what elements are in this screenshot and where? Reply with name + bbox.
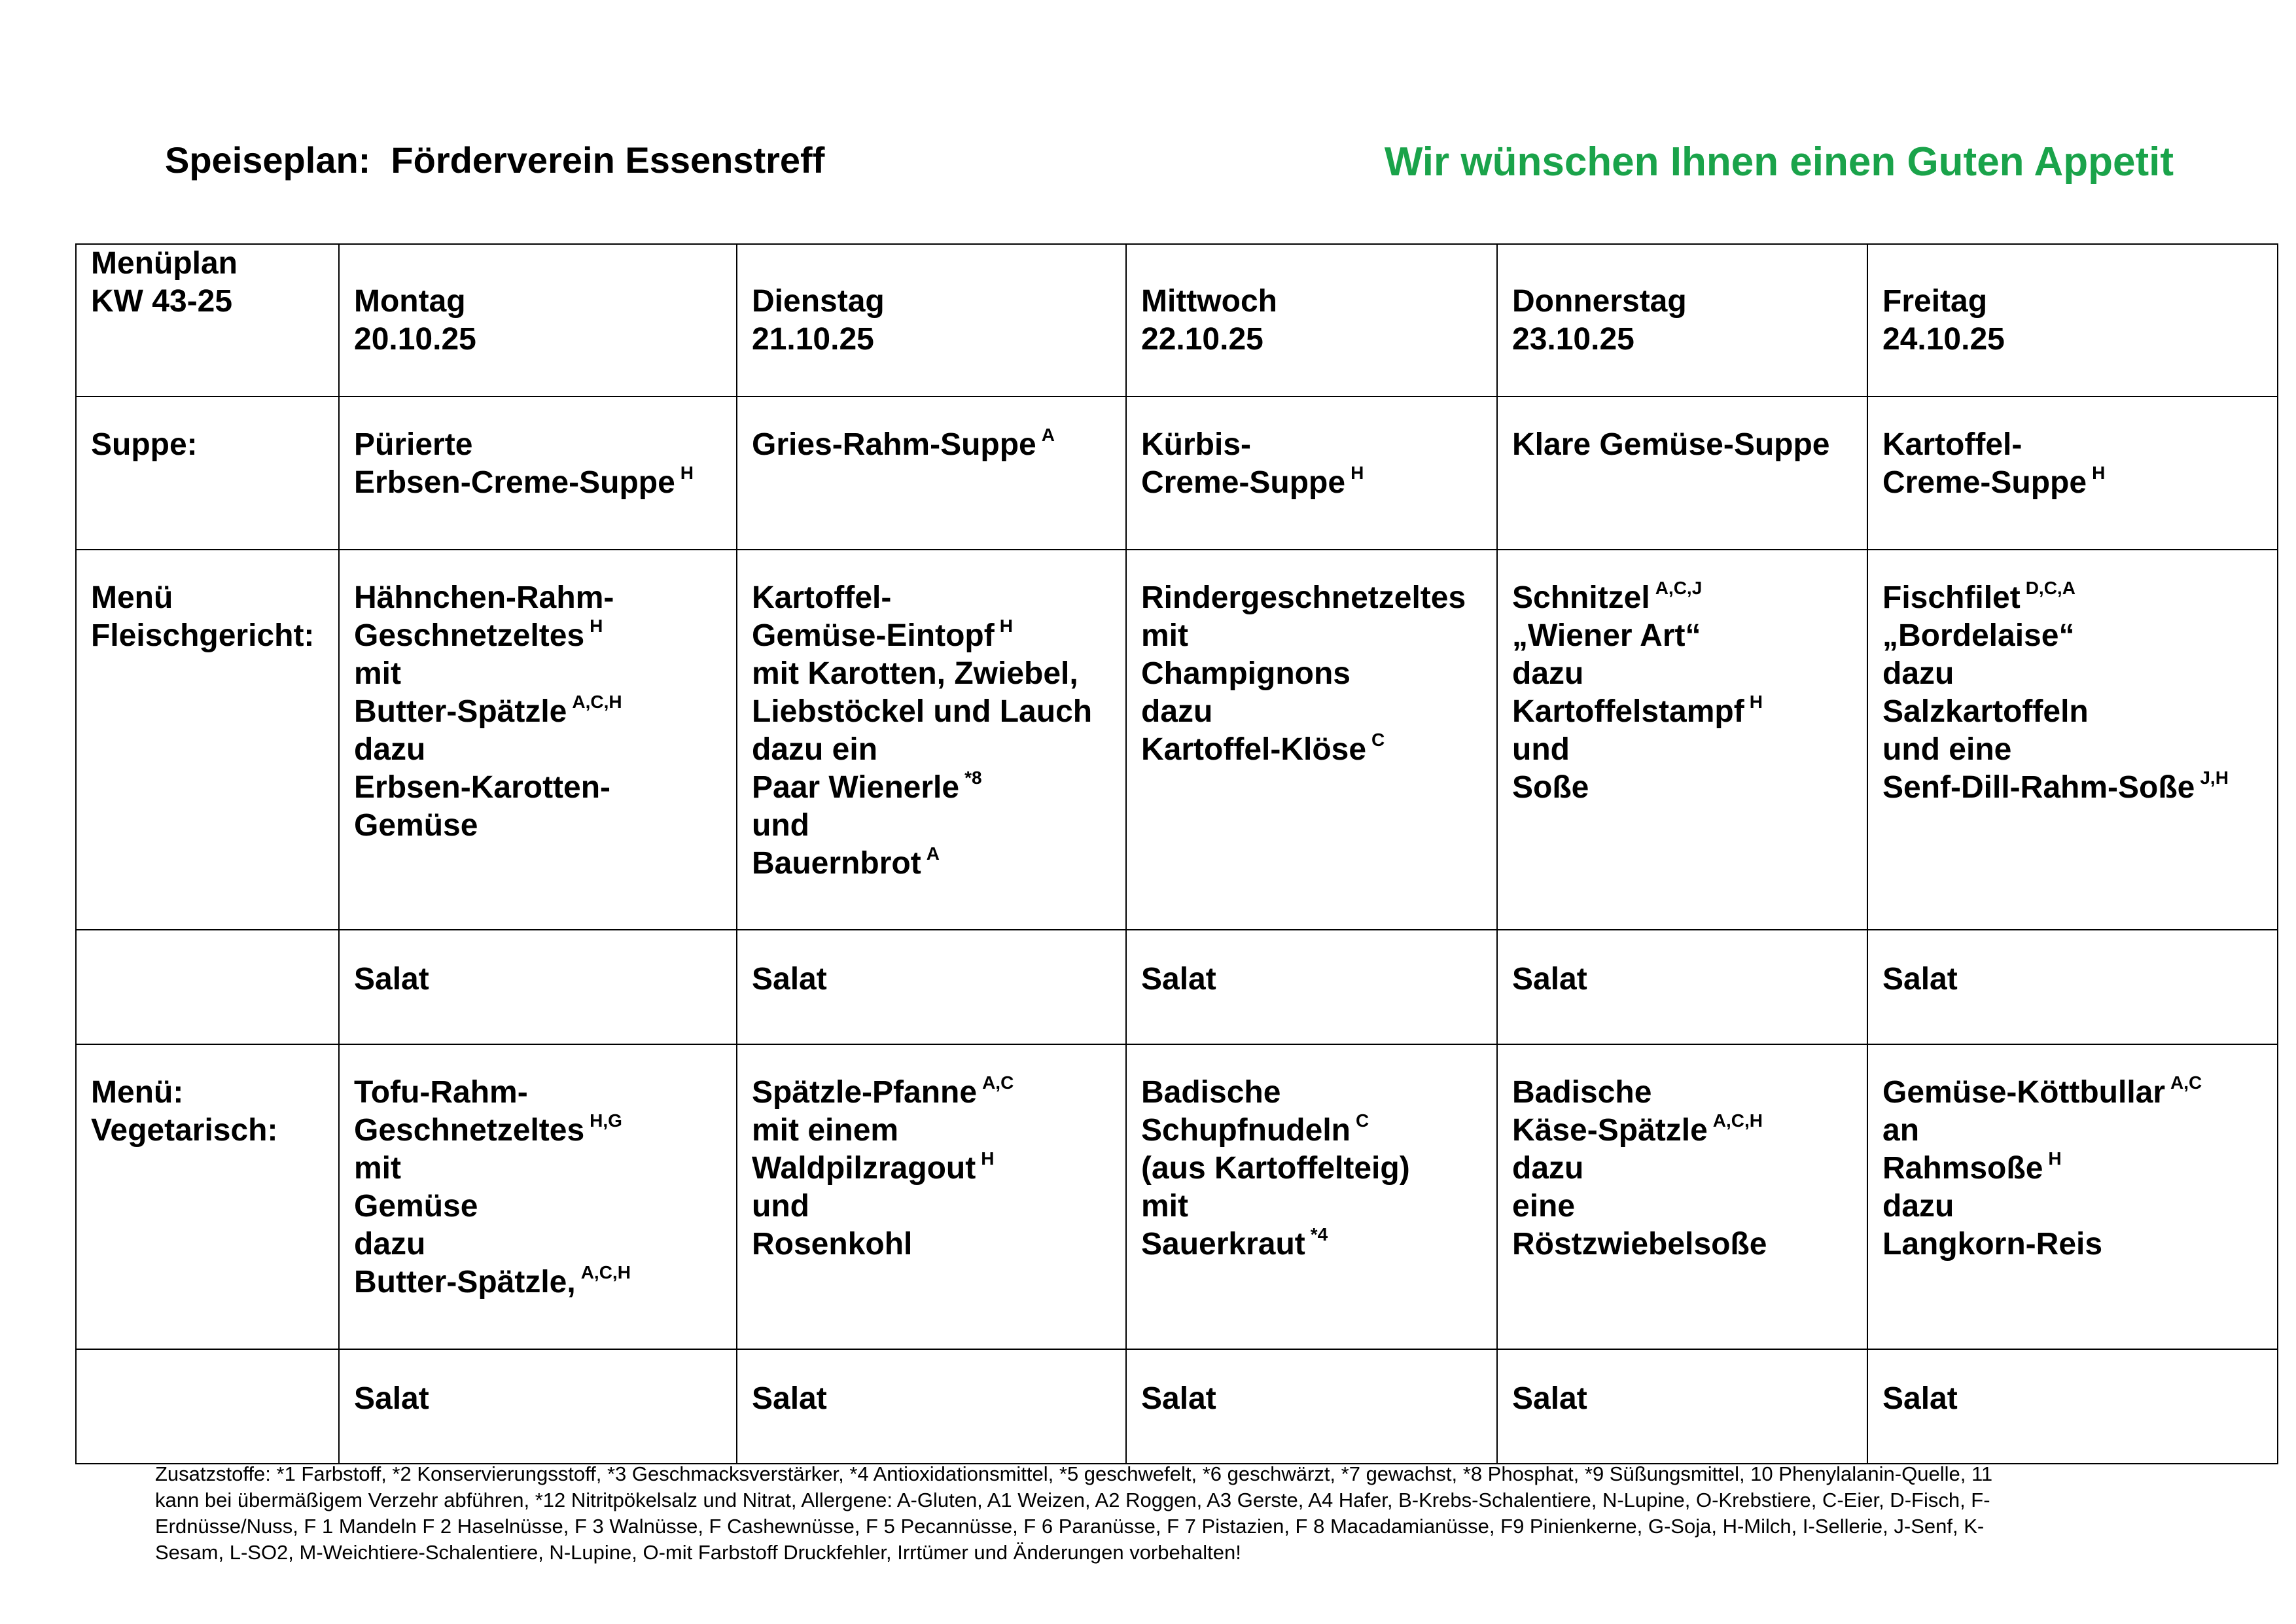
dish-text: Geschnetzeltes [354,618,585,653]
allergen-code: D,C,A [2025,578,2075,598]
dish-line [1882,579,2263,617]
dish-line [1882,1074,2263,1112]
dish-line [354,426,722,464]
dish-text: Gemüse-Köttbullar [1882,1075,2166,1110]
dish-text: Klare Gemüse-Suppe [1512,427,1830,462]
dish-line [354,1226,722,1263]
dish-line [752,1074,1111,1112]
dish-text: Salzkartoffeln [1882,694,2089,729]
dish-line [1141,1188,1482,1226]
header-row [76,244,2278,397]
dish-line [1141,731,1482,769]
salad-cell [737,930,1126,1044]
salad-cell [1497,930,1867,1044]
allergen-code: H [1749,692,1763,712]
dish-text: Spätzle-Pfanne [752,1075,978,1110]
page-title: Speiseplan: Förderverein Essenstreff [165,139,825,181]
dish-text: eine [1512,1189,1576,1224]
dish-text: Kartoffel- [1882,427,2022,462]
row-label-text: Menü: [91,1075,184,1110]
dish-line [1141,579,1482,617]
dish-cell [737,1044,1126,1349]
day-date: 21.10.25 [752,322,874,357]
dish-line [752,769,1111,807]
dish-text: Waldpilzragout [752,1151,976,1186]
dish-text: Salat [354,1381,429,1416]
dish-cell [1497,1044,1867,1349]
week-label: Menüplan [91,246,238,281]
dish-cell [1497,397,1867,550]
dish-text: mit [1141,1189,1188,1224]
week-cell [76,244,339,397]
menu-row [76,550,2278,930]
dish-line [354,961,722,998]
dish-line [1512,1380,1852,1418]
salad-cell [339,930,737,1044]
dish-text: Creme-Suppe [1141,465,1346,500]
dish-text: Champignons [1141,656,1351,691]
dish-text: Gries-Rahm-Suppe [752,427,1036,462]
dish-line [752,655,1111,693]
dish-cell [1126,550,1497,930]
allergen-code: C [1371,730,1385,750]
day-name: Dienstag [752,284,885,319]
dish-text: (aus Kartoffelteig) [1141,1151,1410,1186]
dish-text: Badische [1512,1075,1652,1110]
dish-text: Salat [752,962,827,997]
dish-line [354,807,722,845]
dish-text: Tofu-Rahm- [354,1075,528,1110]
day-date: 22.10.25 [1141,322,1263,357]
dish-text: Badische [1141,1075,1281,1110]
dish-line [1882,1380,2263,1418]
dish-line [1141,464,1482,502]
dish-line [1141,1150,1482,1188]
dish-line [1512,731,1852,769]
allergen-code: H [2048,1148,2062,1169]
dish-line [354,1074,722,1112]
dish-line [752,961,1111,998]
dish-text: Hähnchen-Rahm- [354,580,614,615]
dish-cell [1867,397,2278,550]
dish-cell [737,397,1126,550]
allergen-code: H,G [590,1110,622,1131]
dish-text: und [1512,732,1570,767]
dish-line [1512,655,1852,693]
dish-line [752,579,1111,617]
footnote-line: Erdnüsse/Nuss, F 1 Mandeln F 2 Haselnüsse, F 3 Walnüsse, F Cashewnüsse, F 5 Pecannüsse, F 6 Paranüsse, F 7 Pistazien, F 8 Macadamianüsse, F9 Pinienkerne, G-Soja, H-Milch, I-Sellerie, J-Senf, K- [155,1515,1985,1538]
dish-text: dazu ein [752,732,878,767]
dish-line [1141,961,1482,998]
dish-text: Butter-Spätzle, [354,1265,576,1299]
dish-line [752,1112,1111,1150]
row-label [76,1044,339,1349]
allergen-code: *4 [1310,1224,1328,1244]
dish-line [1512,961,1852,998]
dish-line [1882,617,2263,655]
day-date: 24.10.25 [1882,322,2005,357]
dish-text: mit [354,1151,401,1186]
footnote-line: kann bei übermäßigem Verzehr abführen, *12 Nitritpökelsalz und Nitrat, Allergene: A-Gluten, A1 Weizen, A2 Roggen, A3 Gerste, A4 Hafer, B-Krebs-Schalentiere, N-Lupine, O-Krebstiere, C-Eier, D-Fisch, F- [155,1489,1990,1511]
dish-text: Schupfnudeln [1141,1113,1351,1148]
dish-text: an [1882,1113,1920,1148]
allergen-code: A,C,J [1655,578,1703,598]
menu-row [76,1349,2278,1464]
slogan: Wir wünschen Ihnen einen Guten Appetit [1384,139,2174,185]
dish-line [1512,579,1852,617]
dish-line [1512,1112,1852,1150]
dish-line [354,693,722,731]
menu-row [76,930,2278,1044]
dish-cell [737,550,1126,930]
dish-text: Sauerkraut [1141,1227,1305,1262]
menu-row [76,1044,2278,1349]
dish-text: und [752,808,809,843]
dish-line [1512,1074,1852,1112]
row-label [76,930,339,1044]
dish-line [1141,426,1482,464]
dish-line [1512,617,1852,655]
dish-line [1141,1074,1482,1112]
day-header-freitag [1867,244,2278,397]
allergen-code: C [1355,1110,1369,1131]
dish-line [354,655,722,693]
dish-line [1141,617,1482,655]
dish-line [752,426,1111,464]
dish-text: Salat [1512,962,1587,997]
allergen-code: H [1351,463,1364,483]
week-label: KW 43-25 [91,284,233,319]
dish-text: Geschnetzeltes [354,1113,585,1148]
day-name: Donnerstag [1512,284,1687,319]
dish-line [1882,426,2263,464]
dish-line [752,731,1111,769]
row-label [76,550,339,930]
dish-text: Kürbis- [1141,427,1251,462]
dish-line [1141,693,1482,731]
day-header-donnerstag [1497,244,1867,397]
allergen-code: *8 [964,768,982,788]
allergen-code: J,H [2200,768,2229,788]
dish-line [1882,693,2263,731]
dish-line [1882,655,2263,693]
dish-text: „Wiener Art“ [1512,618,1701,653]
allergen-code: H [2092,463,2106,483]
dish-line [1882,1112,2263,1150]
dish-text: mit [354,656,401,691]
dish-line [752,693,1111,731]
dish-line [354,1380,722,1418]
row-label [76,397,339,550]
dish-text: Gemüse-Eintopf [752,618,995,653]
dish-text: „Bordelaise“ [1882,618,2075,653]
dish-text: mit einem [752,1113,899,1148]
salad-cell [1867,930,2278,1044]
dish-text: Langkorn-Reis [1882,1227,2103,1262]
dish-text: und eine [1882,732,2012,767]
dish-line [1512,1188,1852,1226]
dish-text: Gemüse [354,808,478,843]
dish-line [354,1150,722,1188]
day-header-mittwoch [1126,244,1497,397]
dish-cell [339,397,737,550]
allergen-code: A [1041,425,1055,445]
day-header-montag [339,244,737,397]
allergen-code: H [590,616,603,636]
dish-text: dazu [1512,656,1584,691]
allergen-code: A,C [982,1072,1014,1093]
dish-line [1512,426,1852,464]
dish-line [1141,1380,1482,1418]
salad-cell [1126,930,1497,1044]
day-header-dienstag [737,244,1126,397]
dish-text: Salat [1512,1381,1587,1416]
allergen-code: A,C [2170,1072,2202,1093]
dish-text: dazu [354,732,426,767]
menu-table-body [76,244,2278,1464]
dish-text: Soße [1512,770,1589,805]
dish-text: dazu [1141,694,1213,729]
row-label-text: Fleischgericht: [91,618,315,653]
dish-text: Salat [1882,962,1958,997]
dish-line [354,1188,722,1226]
dish-cell [1126,397,1497,550]
dish-text: Liebstöckel und Lauch [752,694,1093,729]
dish-text: Butter-Spätzle [354,694,567,729]
dish-line [354,617,722,655]
row-label-text: Suppe: [91,427,198,462]
dish-line [1141,655,1482,693]
dish-text: Schnitzel [1512,580,1650,615]
salad-cell [1497,1349,1867,1464]
dish-text: Gemüse [354,1189,478,1224]
dish-cell [1867,550,2278,930]
salad-cell [1126,1349,1497,1464]
dish-line [1882,769,2263,807]
dish-text: Kartoffel-Klöse [1141,732,1367,767]
dish-line [354,1263,722,1301]
allergen-code: A,C,H [580,1262,631,1282]
dish-line [1882,464,2263,502]
dish-text: Rosenkohl [752,1227,913,1262]
dish-line [1882,731,2263,769]
row-label-text: Vegetarisch: [91,1113,278,1148]
dish-text: Kartoffelstampf [1512,694,1744,729]
allergen-code: H [999,616,1013,636]
menu-table [75,243,2278,1464]
dish-text: Röstzwiebelsoße [1512,1227,1767,1262]
salad-cell [339,1349,737,1464]
dish-cell [1867,1044,2278,1349]
dish-line [354,769,722,807]
dish-line [752,845,1111,883]
dish-text: Salat [354,962,429,997]
dish-line [354,579,722,617]
dish-line [752,1380,1111,1418]
dish-line [1882,1150,2263,1188]
dish-text: Erbsen-Karotten- [354,770,611,805]
day-date: 23.10.25 [1512,322,1634,357]
dish-text: dazu [1882,656,1954,691]
dish-text: Erbsen-Creme-Suppe [354,465,675,500]
dish-line [354,731,722,769]
footnote-line: Sesam, L-SO2, M-Weichtiere-Schalentiere, N-Lupine, O-mit Farbstoff Druckfehler, Irrtümer und Änderungen vorbehalten! [155,1541,1241,1564]
dish-text: Salat [1141,962,1216,997]
allergen-code: H [981,1148,995,1169]
dish-text: dazu [354,1227,426,1262]
dish-cell [1497,550,1867,930]
dish-line [1512,769,1852,807]
row-label-text: Menü [91,580,173,615]
dish-line [752,617,1111,655]
dish-text: Pürierte [354,427,473,462]
dish-line [1882,1226,2263,1263]
dish-text: mit Karotten, Zwiebel, [752,656,1078,691]
dish-line [752,1226,1111,1263]
dish-line [354,1112,722,1150]
dish-line [1882,1188,2263,1226]
dish-text: Salat [752,1381,827,1416]
dish-text: dazu [1882,1189,1954,1224]
allergen-code: A,C,H [572,692,622,712]
dish-line [1512,1150,1852,1188]
dish-cell [339,550,737,930]
day-name: Montag [354,284,466,319]
allergen-code: A,C,H [1712,1110,1763,1131]
dish-text: Bauernbrot [752,846,921,881]
dish-text: dazu [1512,1151,1584,1186]
dish-line [1512,693,1852,731]
allergen-code: H [680,463,694,483]
salad-cell [737,1349,1126,1464]
dish-line [752,1188,1111,1226]
dish-text: Salat [1882,1381,1958,1416]
dish-text: mit [1141,618,1188,653]
dish-text: Paar Wienerle [752,770,960,805]
dish-text: Rindergeschnetzeltes [1141,580,1466,615]
dish-text: Käse-Spätzle [1512,1113,1708,1148]
dish-text: Creme-Suppe [1882,465,2087,500]
day-name: Freitag [1882,284,1988,319]
dish-line [354,464,722,502]
day-name: Mittwoch [1141,284,1277,319]
dish-cell [339,1044,737,1349]
dish-text: Senf-Dill-Rahm-Soße [1882,770,2195,805]
dish-line [1882,961,2263,998]
dish-line [752,1150,1111,1188]
additives-footnote [155,1461,2164,1566]
dish-line [1141,1226,1482,1263]
dish-text: Fischfilet [1882,580,2021,615]
allergen-code: A [926,843,940,864]
dish-line [1141,1112,1482,1150]
day-date: 20.10.25 [354,322,476,357]
dish-text: Rahmsoße [1882,1151,2043,1186]
menu-row [76,397,2278,550]
footnote-line: Zusatzstoffe: *1 Farbstoff, *2 Konservierungsstoff, *3 Geschmacksverstärker, *4 Antioxidationsmittel, *5 geschwefelt, *6 geschwärzt, *7 gewachst, *8 Phosphat, *9 Süßungsmittel, 10 Phenylalanin-Quelle, 11 [155,1462,1993,1485]
dish-text: Kartoffel- [752,580,892,615]
salad-cell [1867,1349,2278,1464]
dish-text: Salat [1141,1381,1216,1416]
dish-text: und [752,1189,809,1224]
dish-cell [1126,1044,1497,1349]
row-label [76,1349,339,1464]
dish-line [752,807,1111,845]
dish-line [1512,1226,1852,1263]
